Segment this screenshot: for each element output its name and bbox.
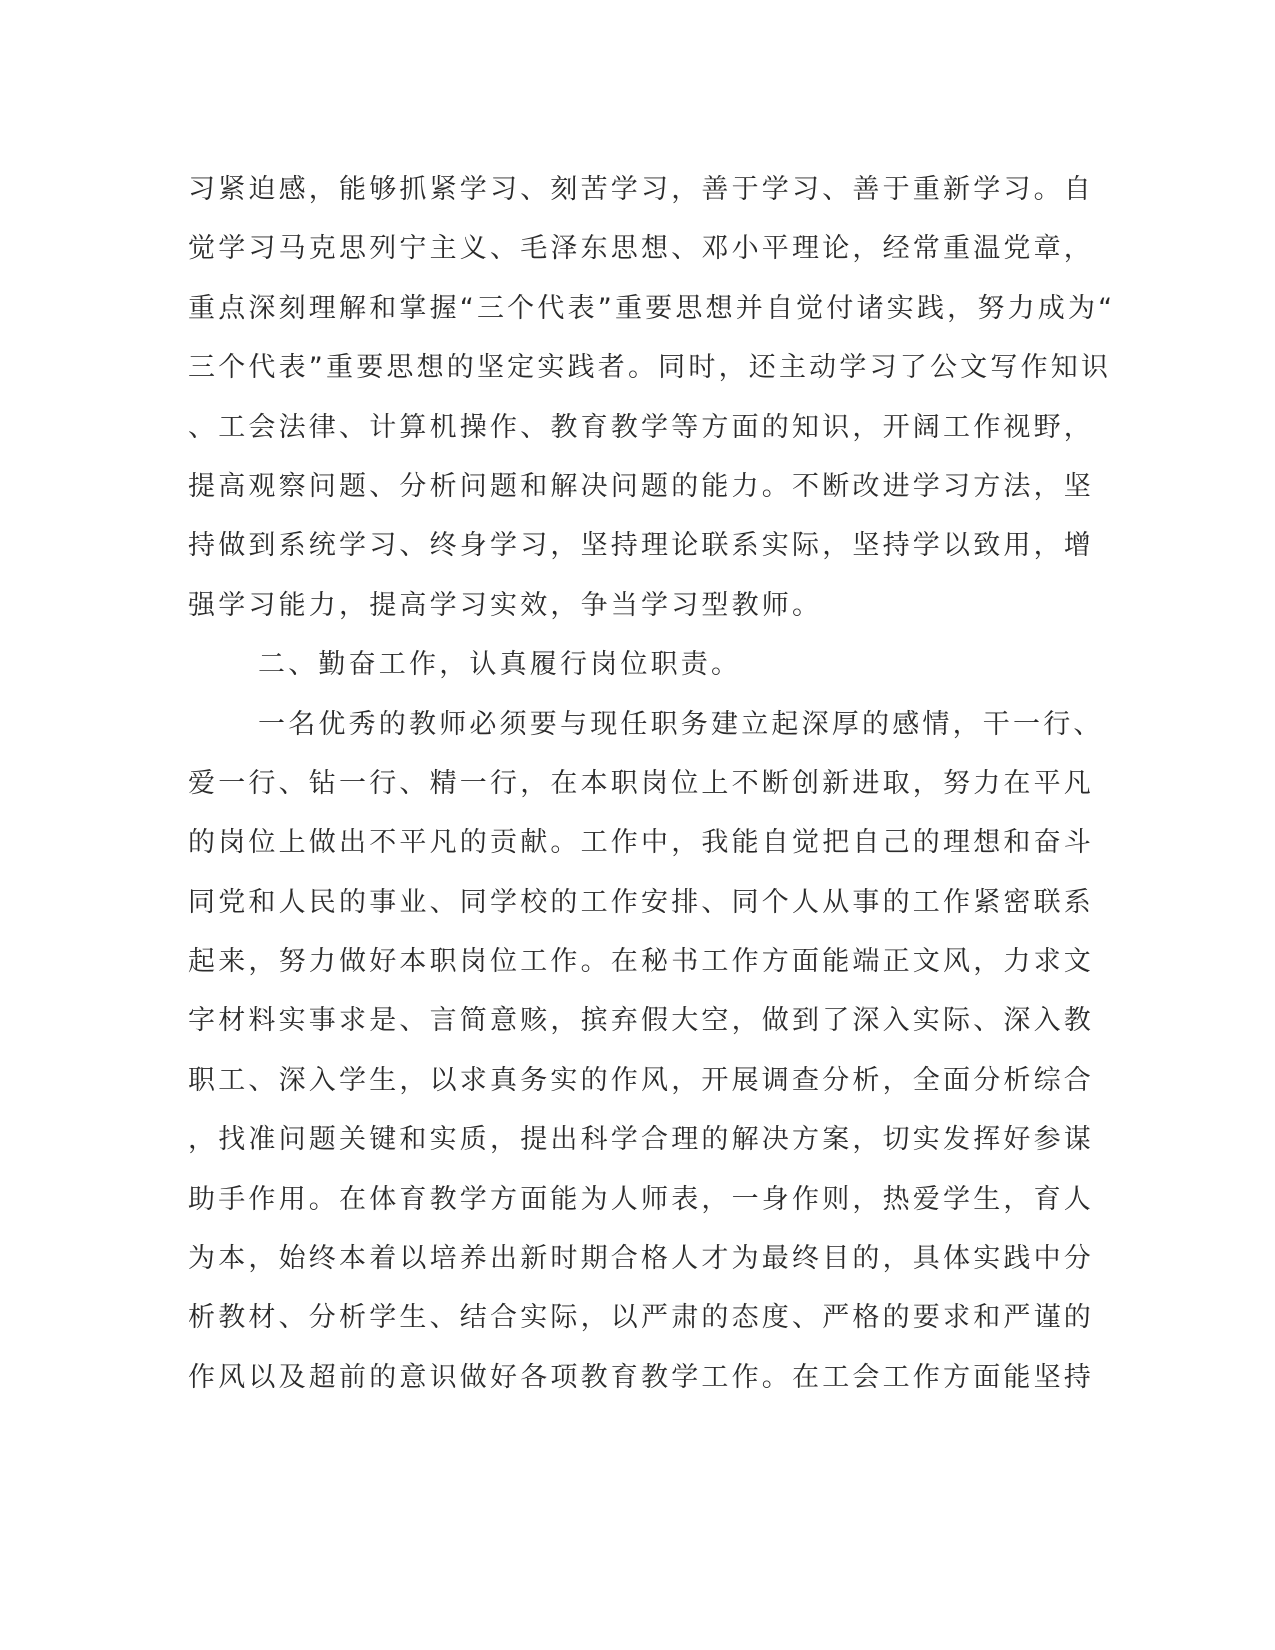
text-line: 觉学习马克思列宁主义、毛泽东思想、邓小平理论，经常重温党章， [188,233,1094,265]
text-line: 职工、深入学生，以求真务实的作风，开展调查分析，全面分析综合 [188,1064,1094,1096]
text-line: 同党和人民的事业、同学校的工作安排、同个人从事的工作紧密联系 [188,886,1094,918]
text-line: 字材料实事求是、言简意赅，摈弃假大空，做到了深入实际、深入教 [188,1005,1094,1037]
text-line: 习紧迫感，能够抓紧学习、刻苦学习，善于学习、善于重新学习。自 [188,174,1094,205]
text-line: 爱一行、钻一行、精一行，在本职岗位上不断创新进取，努力在平凡 [188,767,1094,799]
text-line: 助手作用。在体育教学方面能为人师表，一身作则，热爱学生，育人 [188,1183,1094,1215]
text-line: 强学习能力，提高学习实效，争当学习型教师。 [188,589,823,621]
text-line: 起来，努力做好本职岗位工作。在秘书工作方面能端正文风，力求文 [188,946,1094,978]
section-heading: 二、勤奋工作，认真履行岗位职责。 [258,649,742,681]
text-line: ，找准问题关键和实质，提出科学合理的解决方案，切实发挥好参谋 [188,1124,1094,1156]
text-line: 三个代表”重要思想的坚定实践者。同时，还主动学习了公文写作知识 [188,352,1112,384]
text-line: 析教材、分析学生、结合实际，以严肃的态度、严格的要求和严谨的 [188,1302,1094,1334]
text-line: 的岗位上做出不平凡的贡献。工作中，我能自觉把自己的理想和奋斗 [188,827,1094,859]
text-line: 作风以及超前的意识做好各项教育教学工作。在工会工作方面能坚持 [188,1361,1094,1393]
text-line: 提高观察问题、分析问题和解决问题的能力。不断改进学习方法，坚 [188,470,1094,502]
paragraph-first-line: 一名优秀的教师必须要与现任职务建立起深厚的感情，干一行、 [258,708,1104,740]
text-line: 为本，始终本着以培养出新时期合格人才为最终目的，具体实践中分 [188,1243,1094,1275]
text-line: 、工会法律、计算机操作、教育教学等方面的知识，开阔工作视野， [188,411,1094,443]
document-body [188,160,1116,1407]
text-line: 重点深刻理解和掌握“三个代表”重要思想并自觉付诸实践，努力成为“ [188,292,1116,324]
text-line: 持做到系统学习、终身学习，坚持理论联系实际，坚持学以致用，增 [188,530,1094,562]
